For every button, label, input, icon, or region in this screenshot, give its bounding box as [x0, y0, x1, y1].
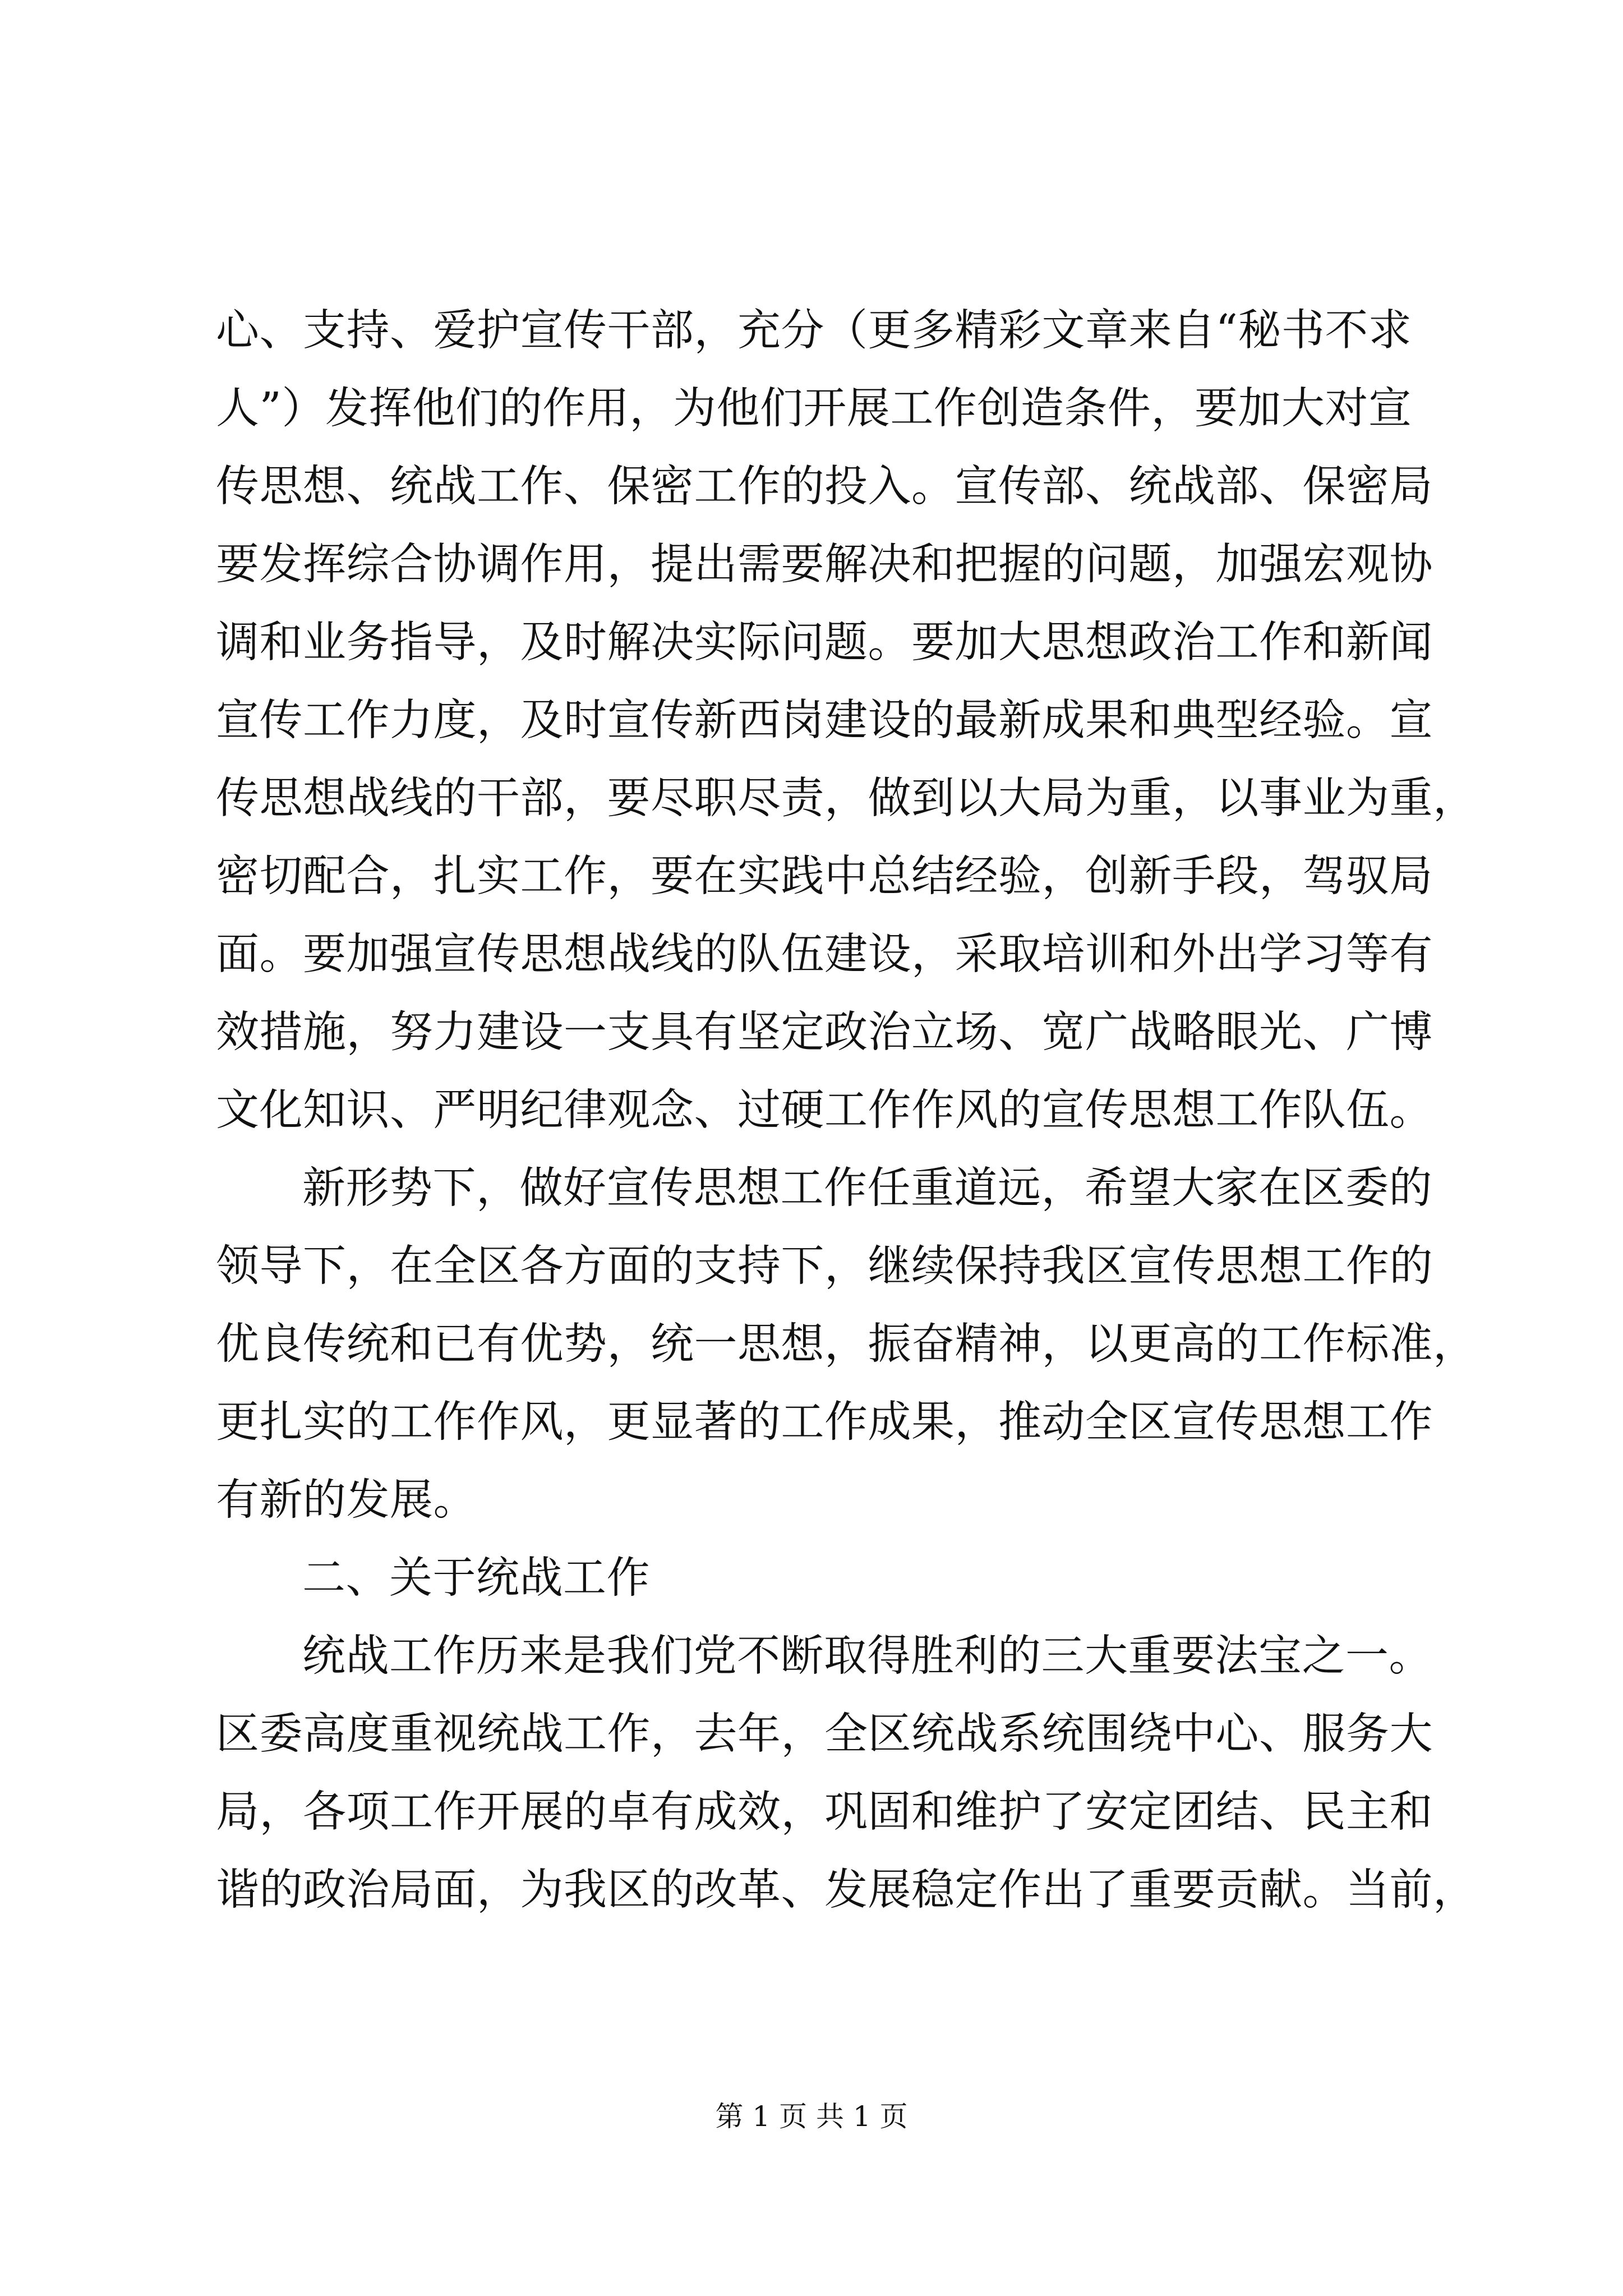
- text-line: 宣传工作力度，及时宣传新西岗建设的最新成果和典型经验。宣: [216, 696, 1433, 746]
- text-line: 文化知识、严明纪律观念、过硬工作作风的宣传思想工作队伍。: [216, 1085, 1433, 1135]
- text-line: 密切配合，扎实工作，要在实践中总结经验，创新手段，驾驭局: [216, 852, 1433, 901]
- text-line: 要发挥综合协调作用，提出需要解决和把握的问题，加强宏观协: [216, 540, 1433, 590]
- text-line: 局，各项工作开展的卓有成效，巩固和维护了安定团结、民主和: [216, 1787, 1433, 1837]
- body-text: [216, 292, 1477, 1929]
- text-line: 谐的政治局面，为我区的改革、发展稳定作出了重要贡献。当前，: [216, 1865, 1477, 1915]
- text-line: 区委高度重视统战工作，去年，全区统战系统围绕中心、服务大: [216, 1709, 1433, 1759]
- text-line: 调和业务指导，及时解决实际问题。要加大思想政治工作和新闻: [216, 618, 1433, 668]
- text-line: 领导下，在全区各方面的支持下，继续保持我区宣传思想工作的: [216, 1241, 1433, 1291]
- page-footer: 第 1 页 共 1 页: [715, 2100, 908, 2133]
- text-line: 传思想、统战工作、保密工作的投入。宣传部、统战部、保密局: [216, 462, 1433, 512]
- text-line: 传思想战线的干部，要尽职尽责，做到以大局为重，以事业为重，: [216, 774, 1477, 823]
- text-line: 优良传统和已有优势，统一思想，振奋精神，以更高的工作标准，: [216, 1319, 1477, 1369]
- text-line: 效措施，努力建设一支具有坚定政治立场、宽广战略眼光、广博: [216, 1007, 1433, 1057]
- text-line: 更扎实的工作作风，更显著的工作成果，推动全区宣传思想工作: [216, 1397, 1433, 1447]
- section-heading: 二、关于统战工作: [302, 1553, 650, 1603]
- text-line: 有新的发展。: [216, 1475, 477, 1525]
- text-line: 面。要加强宣传思想战线的队伍建设，采取培训和外出学习等有: [216, 930, 1433, 979]
- text-line: 心、支持、爱护宣传干部，充分（更多精彩文章来自“秘书不求: [216, 306, 1412, 356]
- paragraph-start-line: 统战工作历来是我们党不断取得胜利的三大重要法宝之一。: [302, 1631, 1432, 1681]
- paragraph-start-line: 新形势下，做好宣传思想工作任重道远，希望大家在区委的: [302, 1163, 1432, 1213]
- text-line: 人”）发挥他们的作用，为他们开展工作创造条件，要加大对宣: [216, 384, 1412, 434]
